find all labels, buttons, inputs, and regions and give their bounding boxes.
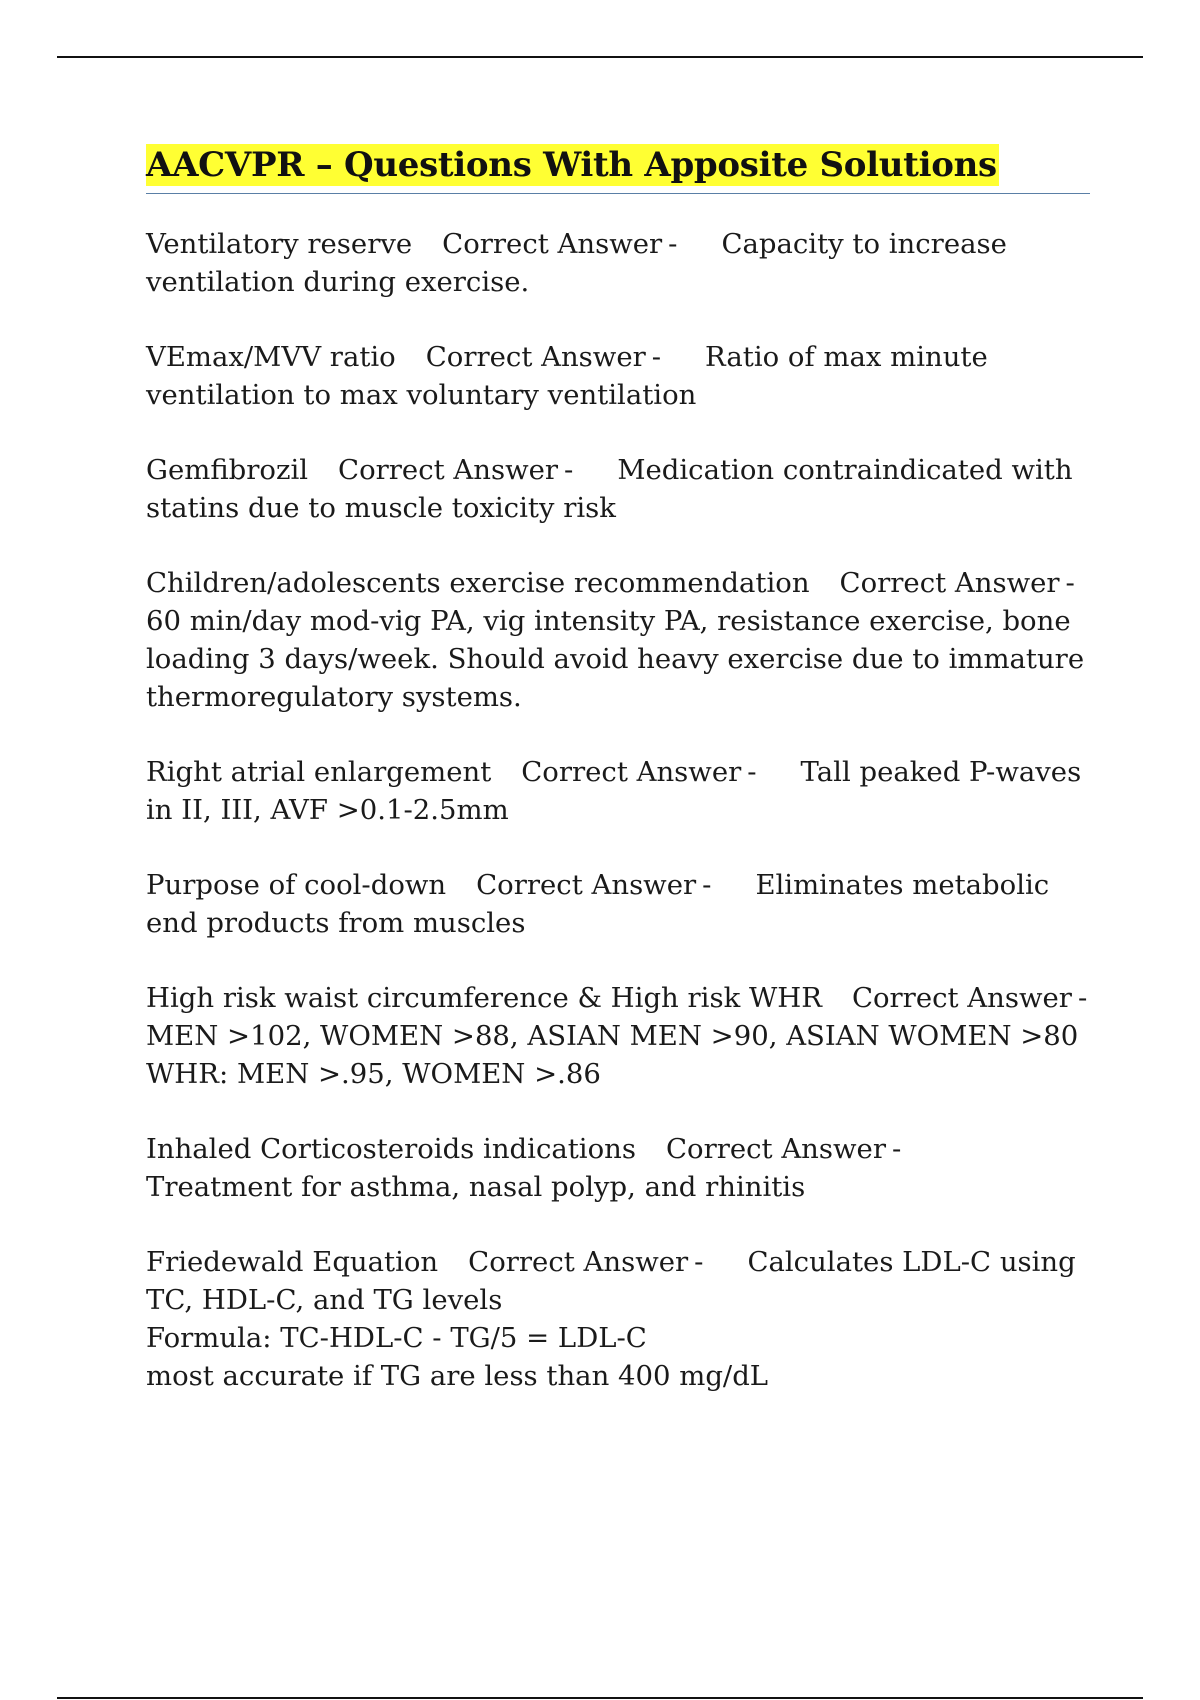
answer-text: Medication contraindicated with statins due to muscle toxicity risk — [146, 454, 1073, 524]
answer-dash: - — [747, 756, 757, 788]
answer-dash: - — [891, 1133, 902, 1165]
question-text: Children/adolescents exercise recommendation — [146, 567, 810, 599]
answer-dash: - — [702, 869, 712, 901]
answer-text: Eliminates metabolic end products from muscles — [146, 869, 1050, 939]
answer-text: MEN >102, WOMEN >88, ASIAN MEN >90, ASIAN WOMEN >80 — [146, 1020, 1079, 1052]
answer-dash: - — [668, 228, 678, 260]
qa-item — [146, 979, 1090, 1093]
question-text: Right atrial enlargement — [146, 756, 492, 788]
answer-dash: - — [1065, 567, 1075, 599]
question-text: High risk waist circumference & High risk WHR — [146, 982, 822, 1014]
qa-item — [146, 451, 1090, 527]
correct-answer-label: Correct Answer — [468, 1246, 689, 1278]
correct-answer-label: Correct Answer — [851, 982, 1072, 1014]
question-text: Gemfibrozil — [146, 454, 309, 486]
qa-item — [146, 225, 1090, 301]
answer-text: Formula: TC-HDL-C - TG/5 = LDL-C — [146, 1322, 647, 1354]
title-block — [146, 144, 1090, 194]
qa-item — [146, 1130, 1090, 1206]
answer-text: Capacity to increase ventilation during exercise. — [146, 228, 1007, 298]
document-title: AACVPR – Questions With Apposite Solutions — [146, 145, 997, 185]
bottom-rule — [57, 1697, 1143, 1699]
answer-text: Ratio of max minute ventilation to max voluntary ventilation — [146, 341, 988, 411]
answer-text: Treatment for asthma, nasal polyp, and rhinitis — [146, 1171, 806, 1203]
correct-answer-label: Correct Answer — [442, 228, 663, 260]
correct-answer-label: Correct Answer — [839, 567, 1060, 599]
question-text: Ventilatory reserve — [146, 228, 413, 260]
qa-item — [146, 753, 1090, 829]
correct-answer-label: Correct Answer — [476, 869, 697, 901]
question-text: Purpose of cool-down — [146, 869, 447, 901]
document-body — [146, 144, 1090, 1432]
answer-text: most accurate if TG are less than 400 mg/dL — [146, 1360, 769, 1392]
top-rule — [57, 56, 1143, 58]
correct-answer-label: Correct Answer — [665, 1133, 886, 1165]
correct-answer-label: Correct Answer — [521, 756, 742, 788]
answer-dash: - — [1077, 982, 1088, 1014]
answer-text: 60 min/day mod-vig PA, vig intensity PA, resistance exercise, bone loading 3 days/week. Should avoid heavy exercise due to immature thermoregulatory systems. — [146, 605, 1085, 713]
question-text: Inhaled Corticosteroids indications — [146, 1133, 636, 1165]
correct-answer-label: Correct Answer — [425, 341, 646, 373]
answer-dash: - — [564, 454, 574, 486]
answer-text: Calculates LDL-C using TC, HDL-C, and TG levels — [146, 1246, 1076, 1316]
qa-item — [146, 1243, 1090, 1395]
answer-dash: - — [651, 341, 662, 373]
question-text: Friedewald Equation — [146, 1246, 439, 1278]
question-text: VEmax/MVV ratio — [146, 341, 396, 373]
qa-item — [146, 338, 1090, 414]
answer-text: WHR: MEN >.95, WOMEN >.86 — [146, 1058, 601, 1090]
answer-dash: - — [694, 1246, 704, 1278]
qa-item — [146, 564, 1090, 716]
answer-text: Tall peaked P-waves in II, III, AVF >0.1-2.5mm — [146, 756, 1082, 826]
qa-item — [146, 866, 1090, 942]
correct-answer-label: Correct Answer — [338, 454, 559, 486]
